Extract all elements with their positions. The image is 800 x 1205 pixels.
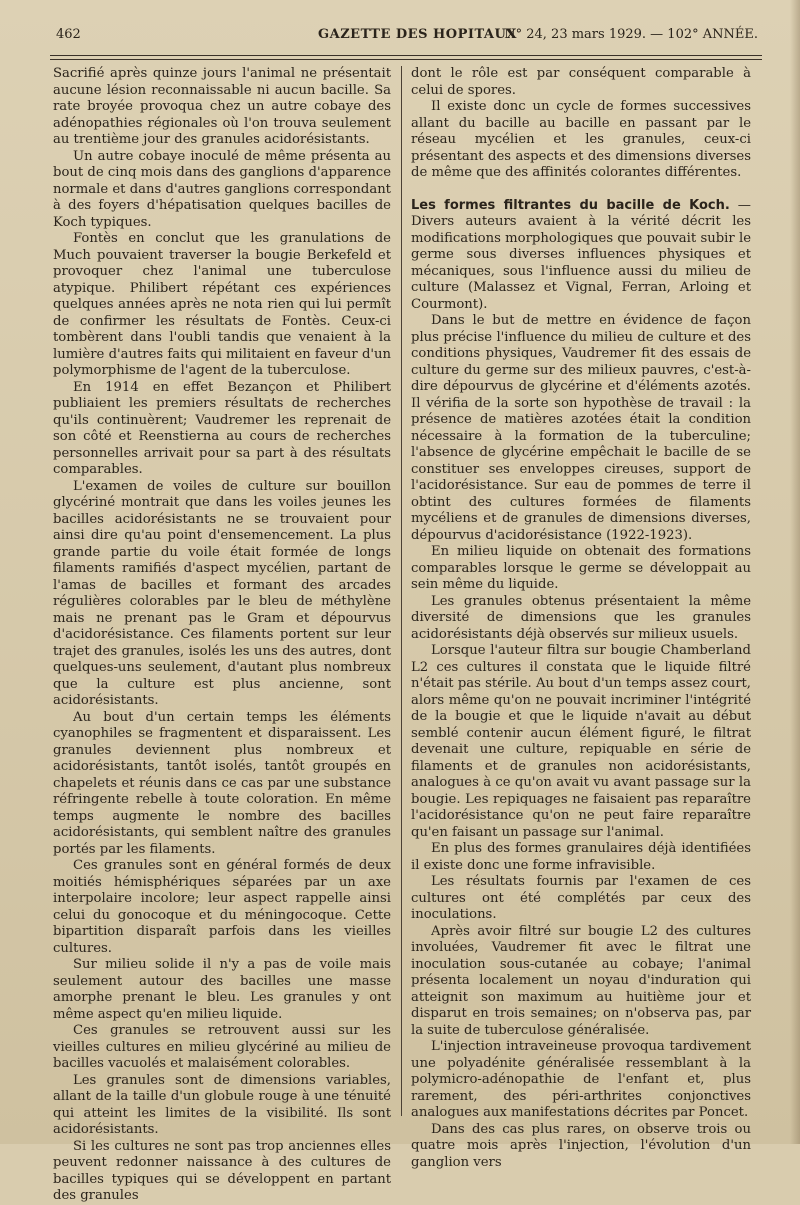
issue-info: N° 24, 23 mars 1929. — 102° ANNÉE. [504,27,758,42]
paragraph: Sacrifié après quinze jours l'animal ne présentait aucune lésion reconnaissable ni aucun bacille. Sa rate broyée provoqua chez un autre cobaye des adénopathies régionales où l'on trouva seulement au trentième jour des granules acidorésistants. [53,66,391,147]
paragraph: Dans des cas plus rares, on observe trois ou quatre mois après l'injection, l'évolution d'un ganglion vers [411,1121,751,1170]
paragraph: Sur milieu solide il n'y a pas de voile mais seulement autour des bacilles une masse amorphe prenant le bleu. Les granules y ont même aspect qu'en milieu liquide. [53,957,391,1022]
paragraph: Les résultats fournis par l'examen de ces cultures ont été complétés par ceux des inoculations. [411,874,751,922]
section-heading: Les formes filtrantes du bacille de Koch. [411,197,730,213]
page-edge-shadow [790,0,800,1144]
paragraph: Au bout d'un certain temps les éléments cyanophiles se fragmentent et disparaissent. Les granules deviennent plus nombreux et acidorésistants, tantôt isolés, tantôt groupés en chapelets et réunis dans ce cas par une substance réfringente rebelle à toute coloration. En même temps augmente le nombre des bacilles acidorésistants, qui semblent naître des granules portés par les filaments. [53,709,391,857]
header-rule-top [50,55,762,56]
paragraph: Les granules sont de dimensions variables, allant de la taille d'un globule rouge à une ténuité qui atteint les limites de la visibilité. Ils sont acidorésistants. [53,1072,391,1137]
paragraph: L'injection intraveineuse provoqua tardivement une polyadénite généralisée ressemblant à la polymicro-adénopathie de l'enfant et, plus rarement, des péri-arthrites conjonctives analogues aux manifestations décrites par Poncet. [411,1039,751,1120]
paragraph: En 1914 en effet Bezançon et Philibert publiaient les premiers résultats de recherches qu'ils continuèrent; Vaudremer les reprenait de son côté et Reenstierna au cours de recherches personnelles arrivait pour sa part à des résultats comparables. [53,379,391,477]
paragraph: Ces granules sont en général formés de deux moitiés hémisphériques séparées par un axe interpolaire incolore; leur aspect rappelle ainsi celui du gonocoque et du méningocoque. Cette bipartition disparaît parfois dans les vieilles cultures. [53,858,391,956]
page-header [56,27,758,49]
journal-title: GAZETTE DES HOPITAUX [318,27,517,42]
paragraph: Les granules obtenus présentaient la même diversité de dimensions que les granules acidorésistants déjà observés sur milieux usuels. [411,593,751,642]
paragraph: Lorsque l'auteur filtra sur bougie Chamberland L2 ces cultures il constata que le liquide filtré n'était pas stérile. Au bout d'un temps assez court, alors même qu'on ne pouvait incriminer l'intégrité de la bougie et que le liquide n'avait au début semblé contenir aucun élément figuré, le filtrat devenait une culture, repiquable en série de filaments et de granules non acidorésistants, analogues à ce qu'on avait vu avant passage sur la bougie. Les repiquages ne faisaient pas reparaître l'acidorésistance qu'on ne peut faire reparaître qu'en faisant un passage sur l'animal. [411,643,751,840]
paragraph: Dans le but de mettre en évidence de façon plus précise l'influence du milieu de culture et des conditions physiques, Vaudremer fit des essais de culture du germe sur des milieux pauvres, c'est-à-dire dépourvus de glycérine et d'éléments azotés. Il vérifia de la sorte son hypothèse de travail : la présence de matières azotées était la condition nécessaire à la formation de la tuberculine; l'absence de glycérine empêchait le bacille de se constituer ses enveloppes cireuses, support de l'acidorésistance. Sur eau de pommes de terre il obtint des cultures formées de filaments mycéliens et de granules de dimensions diverses, dépourvus d'acidorésistance (1922-1923). [411,313,751,543]
page-number: 462 [56,27,81,42]
section-text: — Divers auteurs avaient à la vérité décrit les modifications morphologiques que pouvait subir le germe sous diverses influences physiques et mécaniques, sous l'influence aussi du milieu de culture (Malassez et Vignal, Ferran, Arloing et Courmont). [411,197,751,312]
paragraph: Après avoir filtré sur bougie L2 des cultures involuées, Vaudremer fit avec le filtrat une inoculation sous-cutanée au cobaye; l'animal présenta localement un noyau d'induration qui atteignit son maximum au huitième jour et disparut en trois semaines; on n'observa pas, par la suite de tuberculose généralisée. [411,923,751,1038]
paragraph: En plus des formes granulaires déjà identifiées il existe donc une forme infravisible. [411,841,751,873]
paragraph: En milieu liquide on obtenait des formations comparables lorsque le germe se développait au sein même du liquide. [411,544,751,592]
right-column [411,66,751,1171]
paragraph: Il existe donc un cycle de formes successives allant du bacille au bacille en passant par le réseau mycélien et les granules, ceux-ci présentant des aspects et des dimensions diverses de même que des affinités colorantes différentes. [411,99,751,180]
paragraph: Si les cultures ne sont pas trop anciennes elles peuvent redonner naissance à des cultures de bacilles typiques qui se développent en partant des granules [53,1138,391,1203]
paragraph: Fontès en conclut que les granulations de Much pouvaient traverser la bougie Berkefeld et provoquer chez l'animal une tuberculose atypique. Philibert répétant ces expériences quelques années après ne nota rien qui lui permît de confirmer les résultats de Fontès. Ceux-ci tombèrent dans l'oubli tandis que venaient à la lumière d'autres faits qui militaient en faveur d'un polymorphisme de l'agent de la tuberculose. [53,231,391,378]
paragraph: L'examen de voiles de culture sur bouillon glycériné montrait que dans les voiles jeunes les bacilles acidorésistants ne se trouvaient pour ainsi dire qu'au point d'ensemencement. La plus grande partie du voile était formée de longs filaments ramifiés d'aspect mycélien, partant de l'amas de bacilles et formant des arcades régulières colorables par le bleu de méthylène mais ne prenant pas le Gram et dépourvus d'acidorésistance. Ces filaments portent sur leur trajet des granules, isolés les uns des autres, dont quelques-uns seulement, d'autant plus nombreux que la culture est plus ancienne, sont acidorésistants. [53,478,391,708]
paragraph: Ces granules se retrouvent aussi sur les vieilles cultures en milieu glycériné au milieu de bacilles vacuolés et malaisément colorables. [53,1023,391,1071]
left-column [53,66,391,1205]
paragraph: Un autre cobaye inoculé de même présenta au bout de cinq mois dans des ganglions d'apparence normale et dans d'autres ganglions correspondant à des foyers d'hépatisation quelques bacilles de Koch typiques. [53,148,391,230]
header-rule-bottom [50,59,762,60]
column-divider [401,66,402,1116]
paragraph: dont le rôle est par conséquent comparable à celui de spores. [411,66,751,98]
